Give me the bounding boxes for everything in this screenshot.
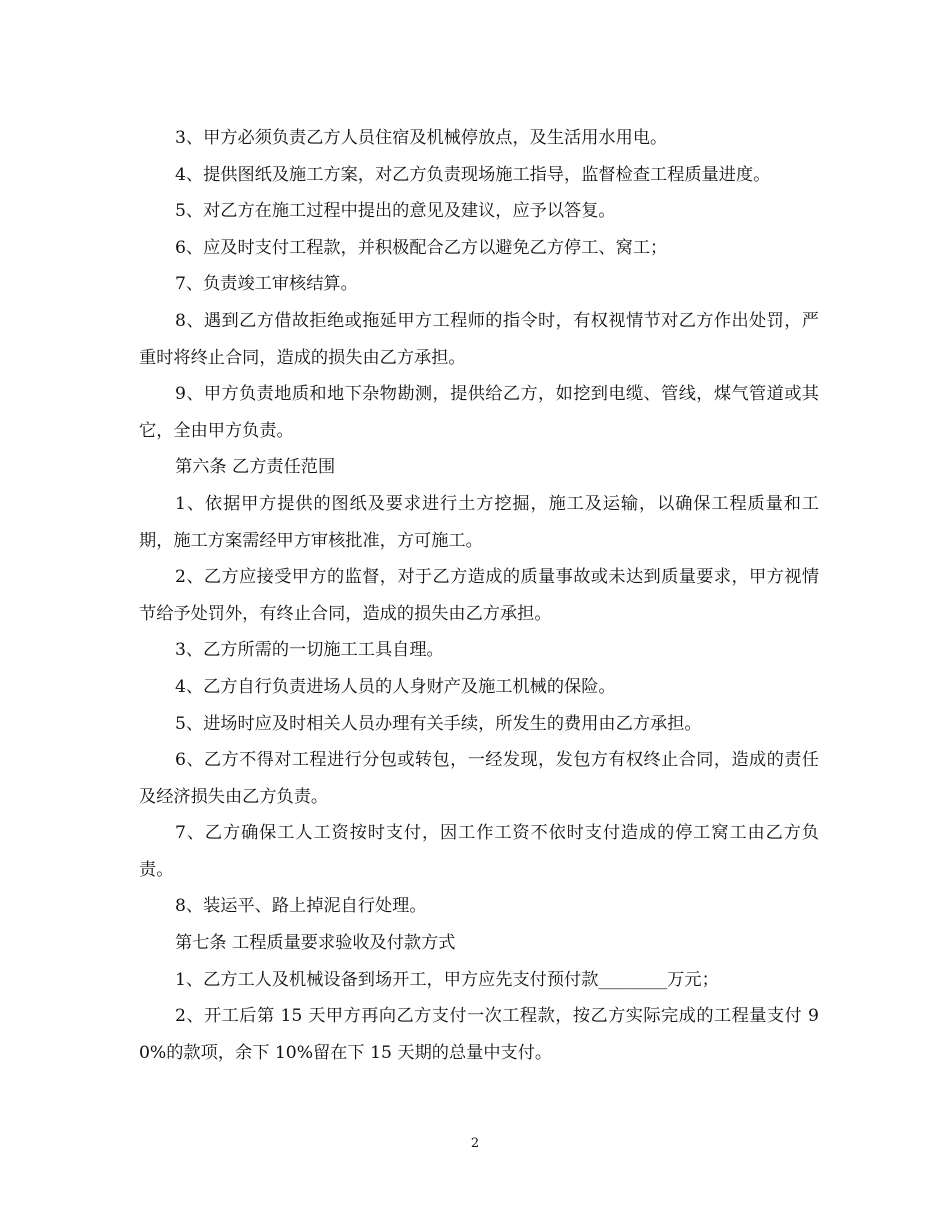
paragraph-article-6-item-7: 7、乙方确保工人工资按时支付，因工作工资不依时支付造成的停工窝工由乙方负责。 <box>139 823 819 880</box>
section-heading-article-7: 第七条 工程质量要求验收及付款方式 <box>175 933 456 954</box>
paragraph-article-7-item-2: 2、开工后第 15 天甲方再向乙方支付一次工程款，按乙方实际完成的工程量支付 90%的款项，余下 10%留在下 15 天期的总量中支付。 <box>139 1006 819 1063</box>
paragraph-clause-5-item-4: 4、提供图纸及施工方案，对乙方负责现场施工指导，监督检查工程质量进度。 <box>175 164 771 185</box>
paragraph-article-6-item-4: 4、乙方自行负责进场人员的人身财产及施工机械的保险。 <box>175 676 616 697</box>
paragraph-clause-5-item-5: 5、对乙方在施工过程中提出的意见及建议，应予以答复。 <box>175 201 616 222</box>
paragraph-article-6-item-6: 6、乙方不得对工程进行分包或转包，一经发现，发包方有权终止合同，造成的责任及经济损失由乙方负责。 <box>139 750 819 807</box>
document-body <box>139 120 819 1071</box>
paragraph-article-6-item-3: 3、乙方所需的一切施工工具自理。 <box>175 640 444 661</box>
paragraph-article-6-item-8: 8、装运平、路上掉泥自行处理。 <box>175 896 427 917</box>
paragraph-article-6-item-5: 5、进场时应及时相关人员办理有关手续，所发生的费用由乙方承担。 <box>175 713 702 734</box>
paragraph-article-6-item-2: 2、乙方应接受甲方的监督，对于乙方造成的质量事故或未达到质量要求，甲方视情节给予处罚外，有终止合同，造成的损失由乙方承担。 <box>139 567 819 624</box>
paragraph-clause-5-item-9: 9、甲方负责地质和地下杂物勘测，提供给乙方，如挖到电缆、管线，煤气管道或其它，全由甲方负责。 <box>139 384 819 441</box>
page-number: 2 <box>470 1136 480 1151</box>
paragraph-clause-5-item-7: 7、负责竣工审核结算。 <box>175 274 358 295</box>
section-heading-article-6: 第六条 乙方责任范围 <box>175 457 336 478</box>
paragraph-article-7-item-1: 1、乙方工人及机械设备到场开工，甲方应先支付预付款________万元； <box>175 969 719 990</box>
paragraph-clause-5-item-3: 3、甲方必须负责乙方人员住宿及机械停放点，及生活用水用电。 <box>175 128 668 148</box>
paragraph-clause-5-item-6: 6、应及时支付工程款，并积极配合乙方以避免乙方停工、窝工； <box>175 237 668 258</box>
paragraph-article-6-item-1: 1、依据甲方提供的图纸及要求进行土方挖掘，施工及运输，以确保工程质量和工期，施工方案需经甲方审核批准，方可施工。 <box>139 493 819 551</box>
paragraph-clause-5-item-8: 8、遇到乙方借故拒绝或拖延甲方工程师的指令时，有权视情节对乙方作出处罚，严重时将终止合同，造成的损失由乙方承担。 <box>139 310 819 368</box>
